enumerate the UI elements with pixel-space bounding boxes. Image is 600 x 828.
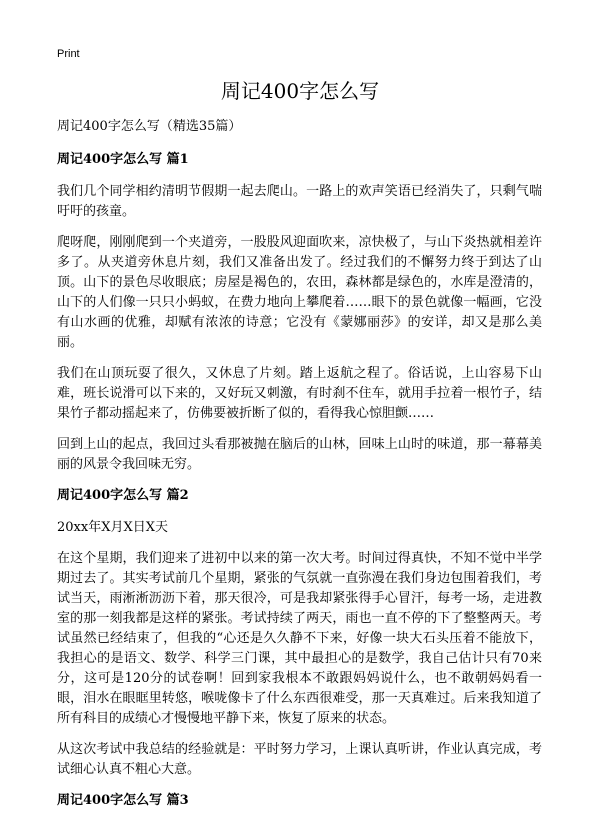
paragraph: 回到上山的起点，我回过头看那被抛在脑后的山林，回味上山时的味道，那一幕幕美丽的风景令我回味无穷。 [57, 437, 542, 472]
section-heading: 周记400字怎么写 篇1 [57, 152, 189, 167]
paragraph: 在这个星期，我们迎来了进初中以来的第一次大考。时间过得真快，不知不觉中半学期过去了。其实考试前几个星期，紧张的气氛就一直弥漫在我们身边包围着我们，考试当天，雨淅淅沥沥下着，那天很冷，可是我却紧张得手心冒汗，每考一场，走进教室的那一刻我都是这样的紧张。考试持续了两天，雨也一直不停的下了整整两天。考试虽然已经结束了，但我的“心还是久久静不下来，好像一块大石头压着不能放下，我担心的是语文、数学、科学三门课，其中最担心的是数学，我自己估计只有70来分，这可是120分的试卷啊！回到家我根本不敢跟妈妈说什么，也不敢朝妈妈看一眼，泪水在眼眶里转悠，喉咙像卡了什么东西很难受，那一天真难过。后来我知道了所有科目的成绩心才慢慢地平静下来，恢复了原来的状态。 [57, 551, 542, 726]
section-heading: 周记400字怎么写 篇2 [57, 488, 189, 503]
print-label[interactable]: Print [57, 48, 80, 60]
section-3 [57, 791, 542, 811]
paragraph: 我们几个同学相约清明节假期一起去爬山。一路上的欢声笑语已经消失了，只剩气喘吁吁的孩童。 [57, 184, 542, 219]
paragraph: 我们在山顶玩耍了很久，又休息了片刻。踏上返航之程了。俗话说，上山容易下山难，班长说滑可以下来的，又好玩又刺激，有时刹不住车，就用手拉着一根竹子，结果竹子都动摇起来了，仿佛要被折断了似的，看得我心惊胆颤…… [57, 366, 542, 421]
document-subtitle: 周记400字怎么写（精选35篇） [57, 119, 242, 134]
page-title: 周记400字怎么写 [220, 79, 380, 103]
section-1 [57, 150, 542, 475]
section-heading: 周记400字怎么写 篇3 [57, 793, 189, 808]
document-content [57, 117, 542, 823]
paragraph: 爬呀爬，刚刚爬到一个夹道旁，一股股风迎面吹来，凉快极了，与山下炎热就相差许多了。从夹道旁休息片刻，我们又准备出发了。经过我们的不懈努力终于到达了山顶。山下的景色尽收眼底；房屋是褐色的，农田，森林都是绿色的，水库是澄清的，山下的人们像一只只小蚂蚁，在费力地向上攀爬着……眼下的景色就像一幅画，它没有山水画的优雅，却赋有浓浓的诗意；它没有《蒙娜丽莎》的安详，却又是那么美丽。 [57, 235, 542, 350]
section-2 [57, 486, 542, 780]
date-line: 20xx年X月X日X天 [57, 520, 168, 535]
paragraph: 从这次考试中我总结的经验就是：平时努力学习，上课认真听讲，作业认真完成，考试细心认真不粗心大意。 [57, 742, 542, 777]
